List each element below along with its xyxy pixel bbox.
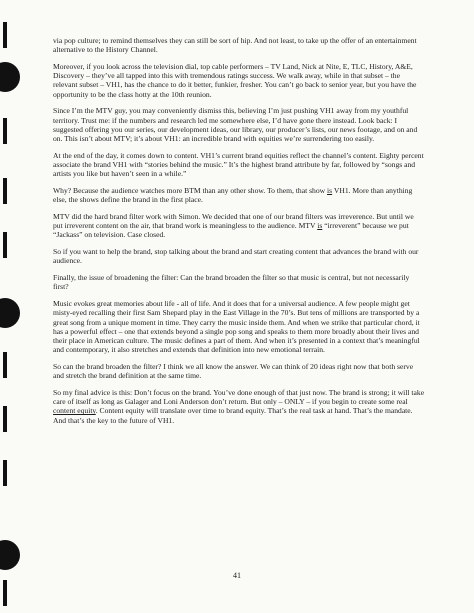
paragraph-11-underlined: content equity: [53, 406, 96, 416]
paragraph-2: Moreover, if you look across the television dial, top cable performers – TV Land, Nick at Nite, E, TLC, History, A&E, Discovery – they’ve all tapped into this with tremendous ratings success. We walk away, while in that subset – the relevant subset – VH1, has the chance to do it better, funkier, fresher. You can’t go back to senior year, but you have the opportunity to be the class hotty at the 10th reunion.: [53, 62, 417, 99]
paragraph-3: Since I’m the MTV guy, you may conveniently dismiss this, believing I’m just pushing VH1 away from my youthful territory. Trust me: if the numbers and research led me somewhere else, I’d have gone there instead. Look back: I suggested offering you our series, our development ideas, our library, our producer’s lists, our news footage, and on and on. This isn’t about MTV; it’s about VH1: an incredible brand with equities we’re surrendering too easily.: [53, 106, 418, 144]
paragraph-6-underlined: is: [317, 221, 323, 231]
scan-margin-mark: [3, 232, 7, 258]
paragraph-6-start: MTV did the hard brand filter work with Simon. We decided that one of our brand filters was irreverence. But until we put irreverent content on the air, that brand work is meaningless to the audience. MTV: [53, 212, 414, 231]
paragraph-6-end: “irreverent” because we put “Jackass” on television. Case closed.: [53, 221, 409, 240]
paragraph-11-end: . Content equity will translate over time to brand equity. That’s the real task at hand. That’s the mandate. And that’s the key to the future of VH1.: [53, 406, 413, 425]
binder-hole: [0, 540, 20, 570]
scan-margin-mark: [3, 580, 7, 606]
scan-margin-mark: [3, 460, 7, 486]
paragraph-7: So if you want to help the brand, stop talking about the brand and start creating content that advances the brand with our audience.: [53, 247, 419, 266]
paragraph-4: At the end of the day, it comes down to content. VH1’s current brand equities reflect the channel’s content. Eighty percent associate the brand VH1 with “stories behind the music.” It’s the highest brand attribute by far, followed by “songs and artists you like but haven’t seen in a while.”: [53, 150, 424, 179]
scan-margin-mark: [3, 352, 7, 378]
scan-margin-mark: [3, 22, 7, 48]
paragraph-5-end: VH1. More than anything else, the shows define the brand in the first place.: [53, 186, 413, 205]
paragraph-9: Music evokes great memories about life - all of life. And it does that for a universal audience. A few people might get misty-eyed recalling their first Sam Shepard play in the East Village in the 70’s. But tens of millions are transported by a great song from a unique moment in time. They carry the music inside them. And when we strike that particular chord, it has a powerful effect – one that extends beyond a single pop song and speaks to them more broadly about their lives and their place in American culture. The music defines a part of them. And when it’s presented in a context that’s meaningful and contemporary, it also stretches and extends that definition into new emotional terrain.: [53, 299, 420, 355]
paragraph-1: via pop culture; to remind themselves they can still be sort of hip. And not least, to take up the offer of an entertainment alternative to the History Channel.: [53, 36, 417, 55]
paragraph-5-start: Why? Because the audience watches more BTM than any other show. To them, that show: [53, 186, 328, 196]
paragraph-6: [53, 212, 425, 240]
paragraph-8: Finally, the issue of broadening the filter: Can the brand broaden the filter so that music is central, but not necessarily first?: [53, 273, 410, 292]
document-body: [53, 36, 425, 432]
paragraph-5-underlined: is: [327, 186, 333, 196]
paragraph-5: [53, 186, 425, 204]
paragraph-11-start: So my final advice is this: Don’t focus on the brand. You’ve done enough of that just now. The brand is strong; it will take care of itself as long as Galager and Loni Anderson don’t return. But only – ONLY – if you begin to create some real: [53, 388, 425, 407]
paragraph-11: [53, 388, 425, 425]
scan-margin-mark: [3, 406, 7, 432]
scan-margin-mark: [3, 178, 7, 204]
scan-margin-mark: [3, 118, 7, 144]
page-number: 41: [233, 571, 241, 580]
binder-hole: [0, 62, 20, 92]
binder-hole: [0, 298, 20, 328]
paragraph-10: So can the brand broaden the filter? I think we all know the answer. We can think of 20 ideas right now that both serve and stretch the brand definition at the same time.: [53, 362, 414, 381]
